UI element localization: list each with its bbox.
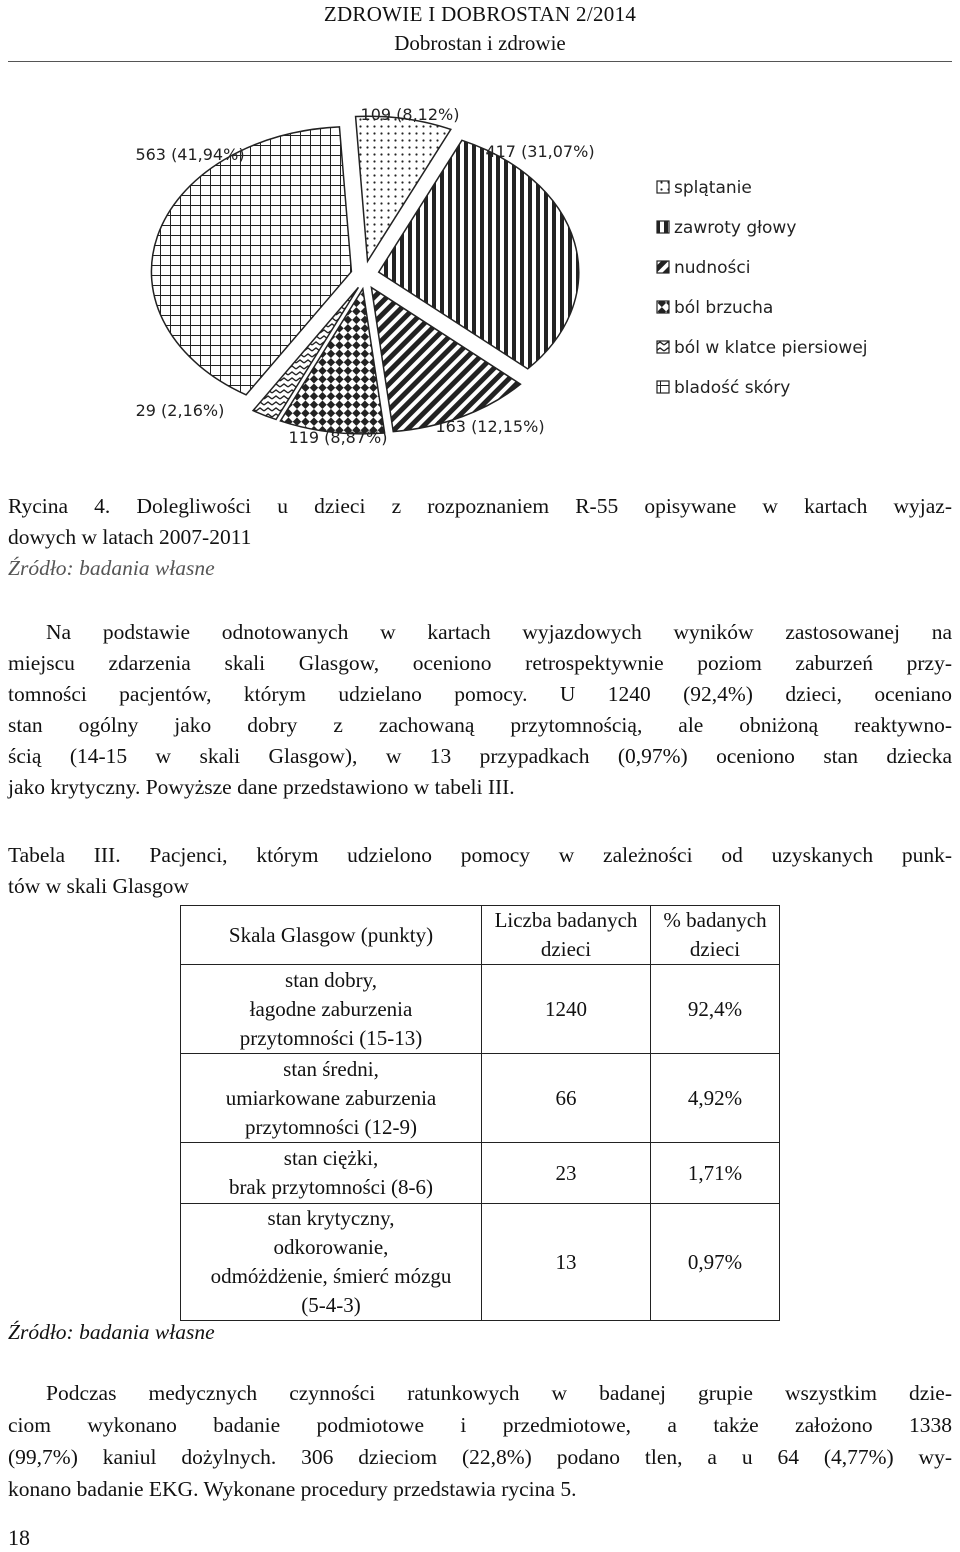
legend-swatch bbox=[657, 221, 669, 233]
count-cell: 23 bbox=[482, 1143, 651, 1204]
legend-swatch bbox=[657, 381, 669, 393]
table-header-row bbox=[181, 906, 780, 965]
legend-label: ból brzucha bbox=[674, 298, 774, 318]
scale-line: przytomności (12-9) bbox=[244, 1114, 418, 1139]
scale-line: odkorowanie, bbox=[273, 1235, 389, 1259]
legend-label: bladość skóry bbox=[674, 378, 791, 398]
table-header-cell: % badanych dzieci bbox=[651, 906, 780, 965]
scale-cell bbox=[181, 965, 482, 1054]
table-row bbox=[181, 1143, 780, 1204]
data-label: 109 (8,12%) bbox=[360, 105, 460, 124]
paragraph-line: tomności pacjentów, którym udzielano pomocy. U 1240 (92,4%) dzieci, oceniano bbox=[8, 682, 952, 706]
legend-label: zawroty głowy bbox=[674, 218, 797, 238]
table-source: Źródło: badania własne bbox=[8, 1320, 215, 1344]
percent-cell: 0,97% bbox=[651, 1204, 780, 1321]
pie-chart bbox=[0, 95, 960, 465]
legend-label: ból w klatce piersiowej bbox=[674, 338, 868, 358]
scale-line: (5-4-3) bbox=[301, 1293, 361, 1317]
legend-swatch bbox=[657, 261, 669, 273]
table-caption-line: tów w skali Glasgow bbox=[8, 874, 189, 898]
page-header bbox=[0, 0, 960, 62]
header-rule bbox=[8, 61, 952, 62]
page-number: 18 bbox=[8, 1525, 30, 1550]
scale-line: łagodne zaburzenia bbox=[249, 996, 413, 1021]
data-label: 119 (8,87%) bbox=[288, 428, 388, 447]
scale-line: stan krytyczny, bbox=[267, 1206, 395, 1230]
legend-swatch bbox=[657, 181, 669, 193]
journal-title: ZDROWIE I DOBROSTAN 2/2014 bbox=[323, 2, 637, 26]
scale-line: brak przytomności (8-6) bbox=[228, 1175, 434, 1199]
count-cell: 66 bbox=[482, 1054, 651, 1143]
percent-cell: 1,71% bbox=[651, 1143, 780, 1204]
legend-swatch bbox=[657, 341, 669, 353]
count-cell: 13 bbox=[482, 1204, 651, 1321]
table-header-cell: Liczba badanych dzieci bbox=[482, 906, 651, 965]
figure-source: Źródło: badania własne bbox=[8, 556, 215, 580]
data-label: 29 (2,16%) bbox=[135, 401, 225, 420]
scale-line: przytomności (15-13) bbox=[239, 1025, 423, 1050]
count-cell: 1240 bbox=[482, 965, 651, 1054]
paragraph-line: konano badanie EKG. Wykonane procedury przedstawia rycina 5. bbox=[8, 1477, 577, 1501]
table-row bbox=[181, 965, 780, 1054]
data-label: 163 (12,15%) bbox=[435, 417, 545, 436]
legend-label: nudności bbox=[674, 258, 751, 278]
paragraph-line: miejscu zdarzenia skali Glasgow, oceniono retrospektywnie poziom zaburzeń przy- bbox=[8, 651, 952, 675]
data-label: 417 (31,07%) bbox=[485, 142, 595, 161]
figure-caption-line: Rycina 4. Dolegliwości u dzieci z rozpoznaniem R-55 opisywane w kartach wyjaz- bbox=[8, 494, 952, 518]
scale-cell bbox=[181, 1143, 482, 1204]
glasgow-table bbox=[180, 905, 780, 1321]
paragraph-line: ciom wykonano badanie podmiotowe i przedmiotowe, a także założono 1338 bbox=[8, 1413, 952, 1437]
table-header-cell: Skala Glasgow (punkty) bbox=[181, 906, 482, 965]
paragraph-line: jako krytyczny. Powyższe dane przedstawiono w tabeli III. bbox=[8, 775, 515, 799]
data-label: 563 (41,94%) bbox=[135, 145, 245, 164]
table-row bbox=[181, 1204, 780, 1321]
paragraph-line: Podczas medycznych czynności ratunkowych w badanej grupie wszystkim dzie- bbox=[46, 1381, 952, 1405]
percent-cell: 4,92% bbox=[651, 1054, 780, 1143]
scale-line: stan dobry, bbox=[285, 967, 377, 992]
scale-cell bbox=[181, 1204, 482, 1321]
scale-line: stan ciężki, bbox=[283, 1146, 379, 1170]
scale-line: stan średni, bbox=[283, 1056, 379, 1081]
paragraph-line: ścią (14-15 w skali Glasgow), w 13 przypadkach (0,97%) oceniono stan dziecka bbox=[8, 744, 952, 768]
section-title: Dobrostan i zdrowie bbox=[394, 31, 566, 55]
scale-cell bbox=[181, 1054, 482, 1143]
paragraph-line: stan ogólny jako dobry z zachowaną przytomnością, ale obniżoną reaktywno- bbox=[8, 713, 952, 737]
legend-label: splątanie bbox=[674, 178, 752, 198]
percent-cell: 92,4% bbox=[651, 965, 780, 1054]
table-caption-line: Tabela III. Pacjenci, którym udzielono pomocy w zależności od uzyskanych punk- bbox=[8, 843, 952, 867]
table-row bbox=[181, 1054, 780, 1143]
figure-caption-line: dowych w latach 2007-2011 bbox=[8, 525, 252, 549]
scale-line: umiarkowane zaburzenia bbox=[225, 1085, 437, 1110]
paragraph-line: Na podstawie odnotowanych w kartach wyjazdowych wyników zastosowanej na bbox=[46, 620, 952, 644]
legend-swatch bbox=[657, 301, 669, 313]
paragraph-line: (99,7%) kaniul dożylnych. 306 dzieciom (22,8%) podano tlen, a u 64 (4,77%) wy- bbox=[8, 1445, 952, 1469]
scale-line: odmóżdżenie, śmierć mózgu bbox=[210, 1264, 452, 1288]
